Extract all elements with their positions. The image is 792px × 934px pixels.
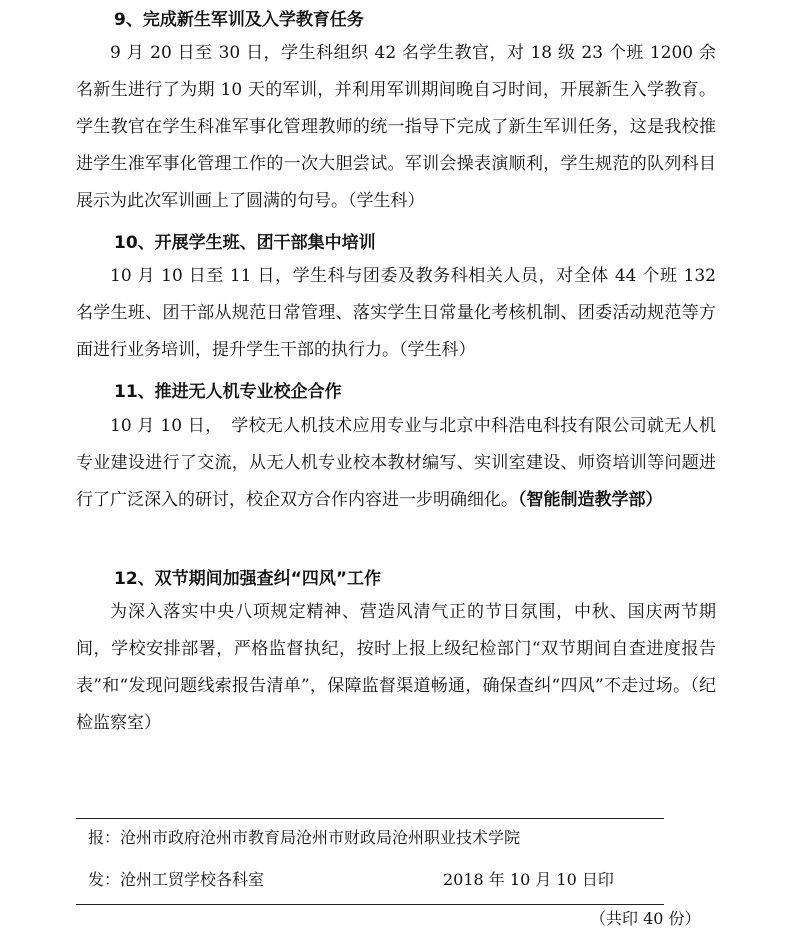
section-9-heading: 9、完成新生军训及入学教育任务 xyxy=(114,10,364,30)
section-12-heading: 12、双节期间加强查纠“四风”工作 xyxy=(114,569,382,589)
section-11-body xyxy=(76,408,716,519)
footer-copies: （共印 40 份） xyxy=(590,909,701,928)
section-12-body: 为深入落实中央八项规定精神、营造风清气正的节日氛围，中秋、国庆两节期间，学校安排部署，严格监督执纪，按时上报上级纪检部门“双节期间自查进度报告表”和“发现问题线索报告清单”，保障监督渠道畅通，确保查纠“四风”不走过场。（纪检监察室） xyxy=(76,602,716,733)
section-11-heading: 11、推进无人机专业校企合作 xyxy=(114,382,342,402)
section-9-body: 9 月 20 日至 30 日，学生科组织 42 名学生教官，对 18 级 23 个班 1200 余名新生进行了为期 10 天的军训，并利用军训期间晚自习时间，开展新生入学教育。学生教官在学生科准军事化管理教师的统一指导下完成了新生军训任务，这是我校推进学生准军事化管理工作的一次大胆尝试。军训会操表演顺利，学生规范的队列科目展示为此次军训画上了圆满的句号。（学生科） xyxy=(76,43,716,211)
footer-report-to: 报：沧州市政府沧州市教育局沧州市财政局沧州职业技术学院 xyxy=(88,828,521,847)
footer-top-divider xyxy=(76,818,664,819)
section-11-body-text: 10 月 10 日， 学校无人机技术应用专业与北京中科浩电科技有限公司就无人机专业建设进行了交流，从无人机专业校本教材编写、实训室建设、师资培训等问题进行了广泛深入的研讨，校企双方合作内容进一步明确细化。 xyxy=(76,416,716,510)
section-11-source: （智能制造教学部） xyxy=(518,490,663,510)
footer-bottom-divider xyxy=(76,904,664,905)
section-10-body: 10 月 10 日至 11 日，学生科与团委及教务科相关人员，对全体 44 个班 132 名学生班、团干部从规范日常管理、落实学生日常量化考核机制、团委活动规范等方面进行业务培训，提升学生干部的执行力。（学生科） xyxy=(76,266,716,360)
footer-print-date: 2018 年 10 月 10 日印 xyxy=(443,870,614,889)
section-10-heading: 10、开展学生班、团干部集中培训 xyxy=(114,233,376,253)
footer-send-to: 发：沧州工贸学校各科室 xyxy=(88,870,265,889)
